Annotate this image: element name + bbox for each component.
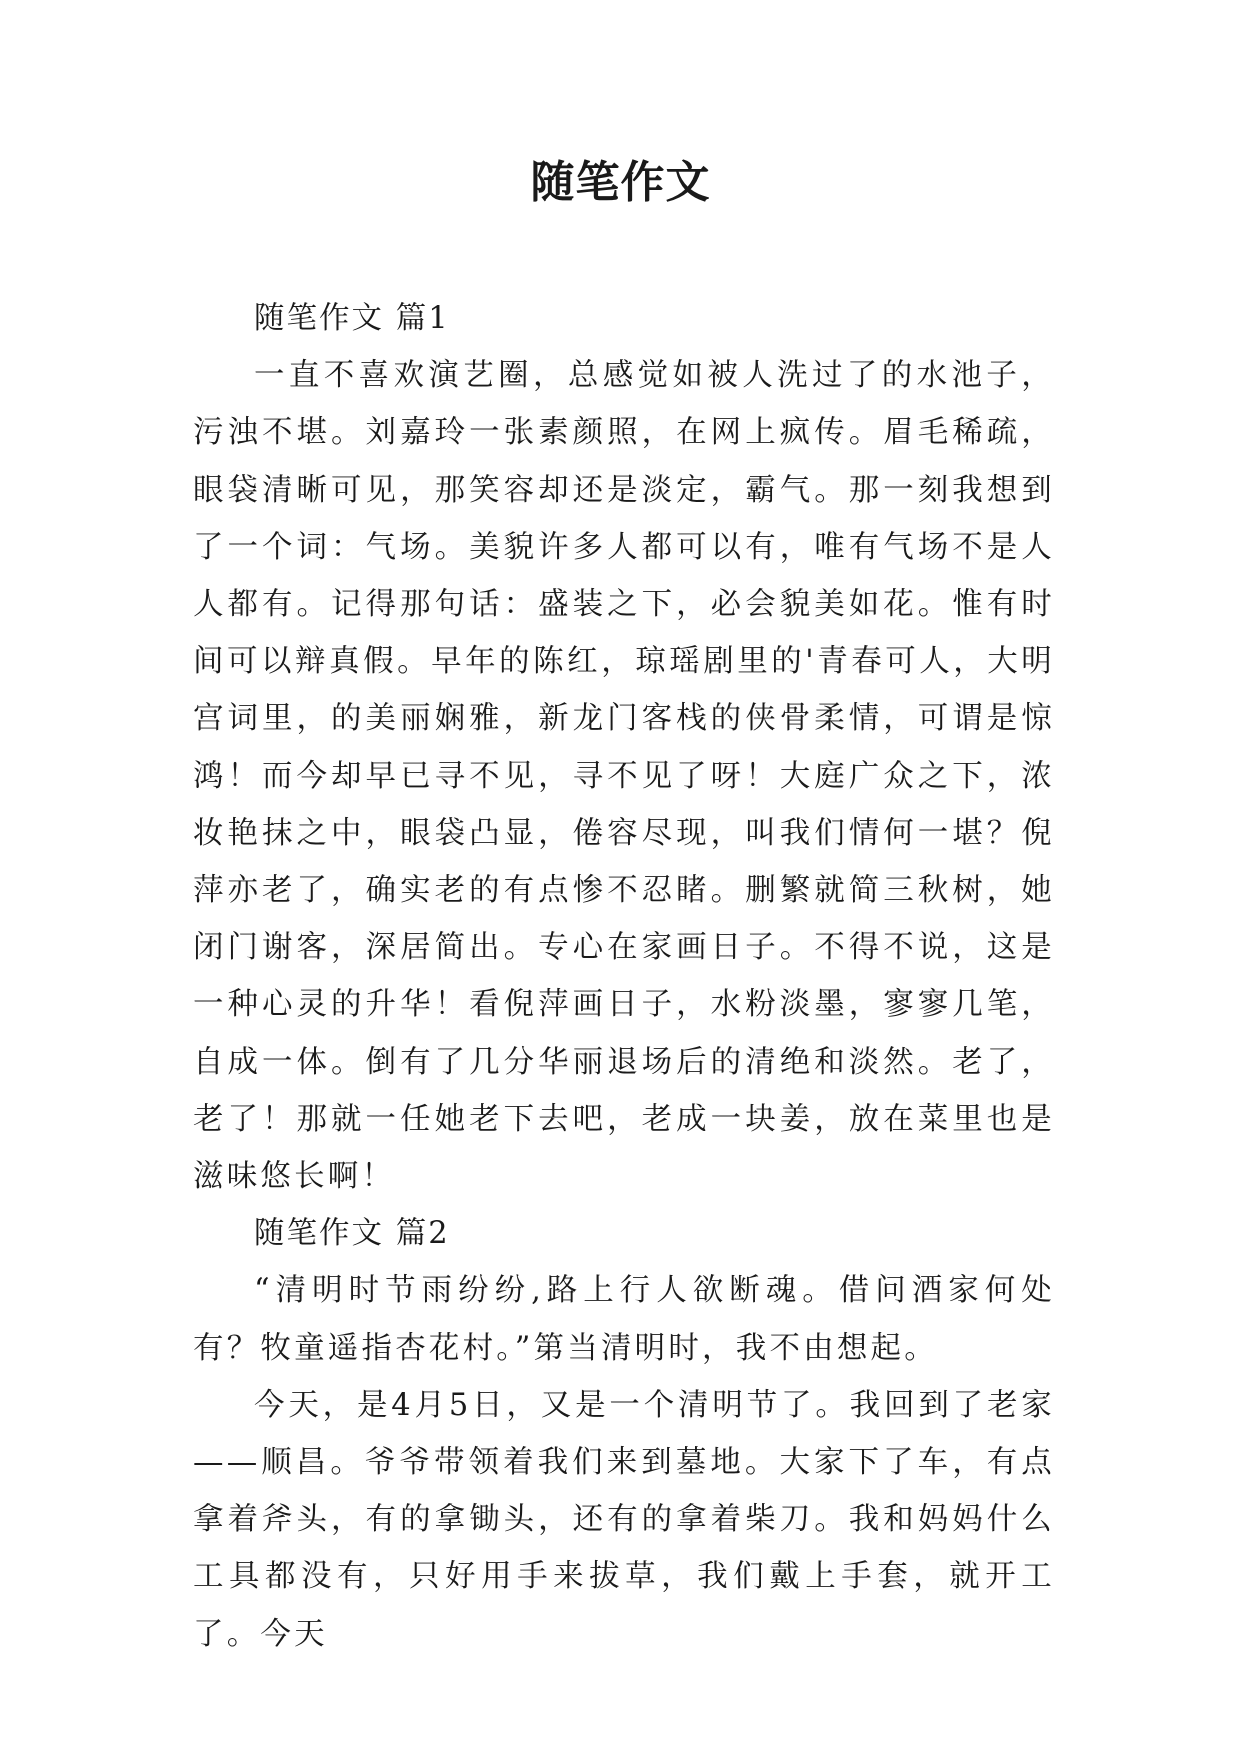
section-2-paragraph-1: “清明时节雨纷纷,路上行人欲断魂。借问酒家何处有？牧童遥指杏花村。”第当清明时，我不由想起。 — [193, 1273, 1055, 1366]
section-1-paragraph-1: 一直不喜欢演艺圈，总感觉如被人洗过了的水池子，污浊不堪。刘嘉玲一张素颜照，在网上疯传。眉毛稀疏，眼袋清晰可见，那笑容却还是淡定，霸气。那一刻我想到了一个词：气场。美貌许多人都可以有，唯有气场不是人人都有。记得那句话：盛装之下，必会貌美如花。惟有时间可以辩真假。早年的陈红，琼瑶剧里的'青春可人，大明宫词里，的美丽娴雅，新龙门客栈的侠骨柔情，可谓是惊鸿！而今却早已寻不见，寻不见了呀！大庭广众之下，浓妆艳抹之中，眼袋凸显，倦容尽现，叫我们情何一堪？倪萍亦老了，确实老的有点惨不忍睹。删繁就简三秋树，她闭门谢客，深居简出。专心在家画日子。不得不说，这是一种心灵的升华！看倪萍画日子，水粉淡墨，寥寥几笔，自成一体。倒有了几分华丽退场后的清绝和淡然。老了，老了！那就一任她老下去吧，老成一块姜，放在菜里也是滋味悠长啊！ — [193, 358, 1055, 1195]
section-2-paragraph-2: 今天，是4月5日，又是一个清明节了。我回到了老家——顺昌。爷爷带领着我们来到墓地。大家下了车，有点拿着斧头，有的拿锄头，还有的拿着柴刀。我和妈妈什么工具都没有，只好用手来拔草，我们戴上手套，就开工了。今天 — [193, 1387, 1055, 1652]
section-heading-2: 随笔作文 篇2 — [254, 1216, 450, 1252]
document-body — [193, 290, 1055, 1663]
document-title: 随笔作文 — [530, 157, 711, 208]
section-heading-1: 随笔作文 篇1 — [254, 301, 450, 336]
